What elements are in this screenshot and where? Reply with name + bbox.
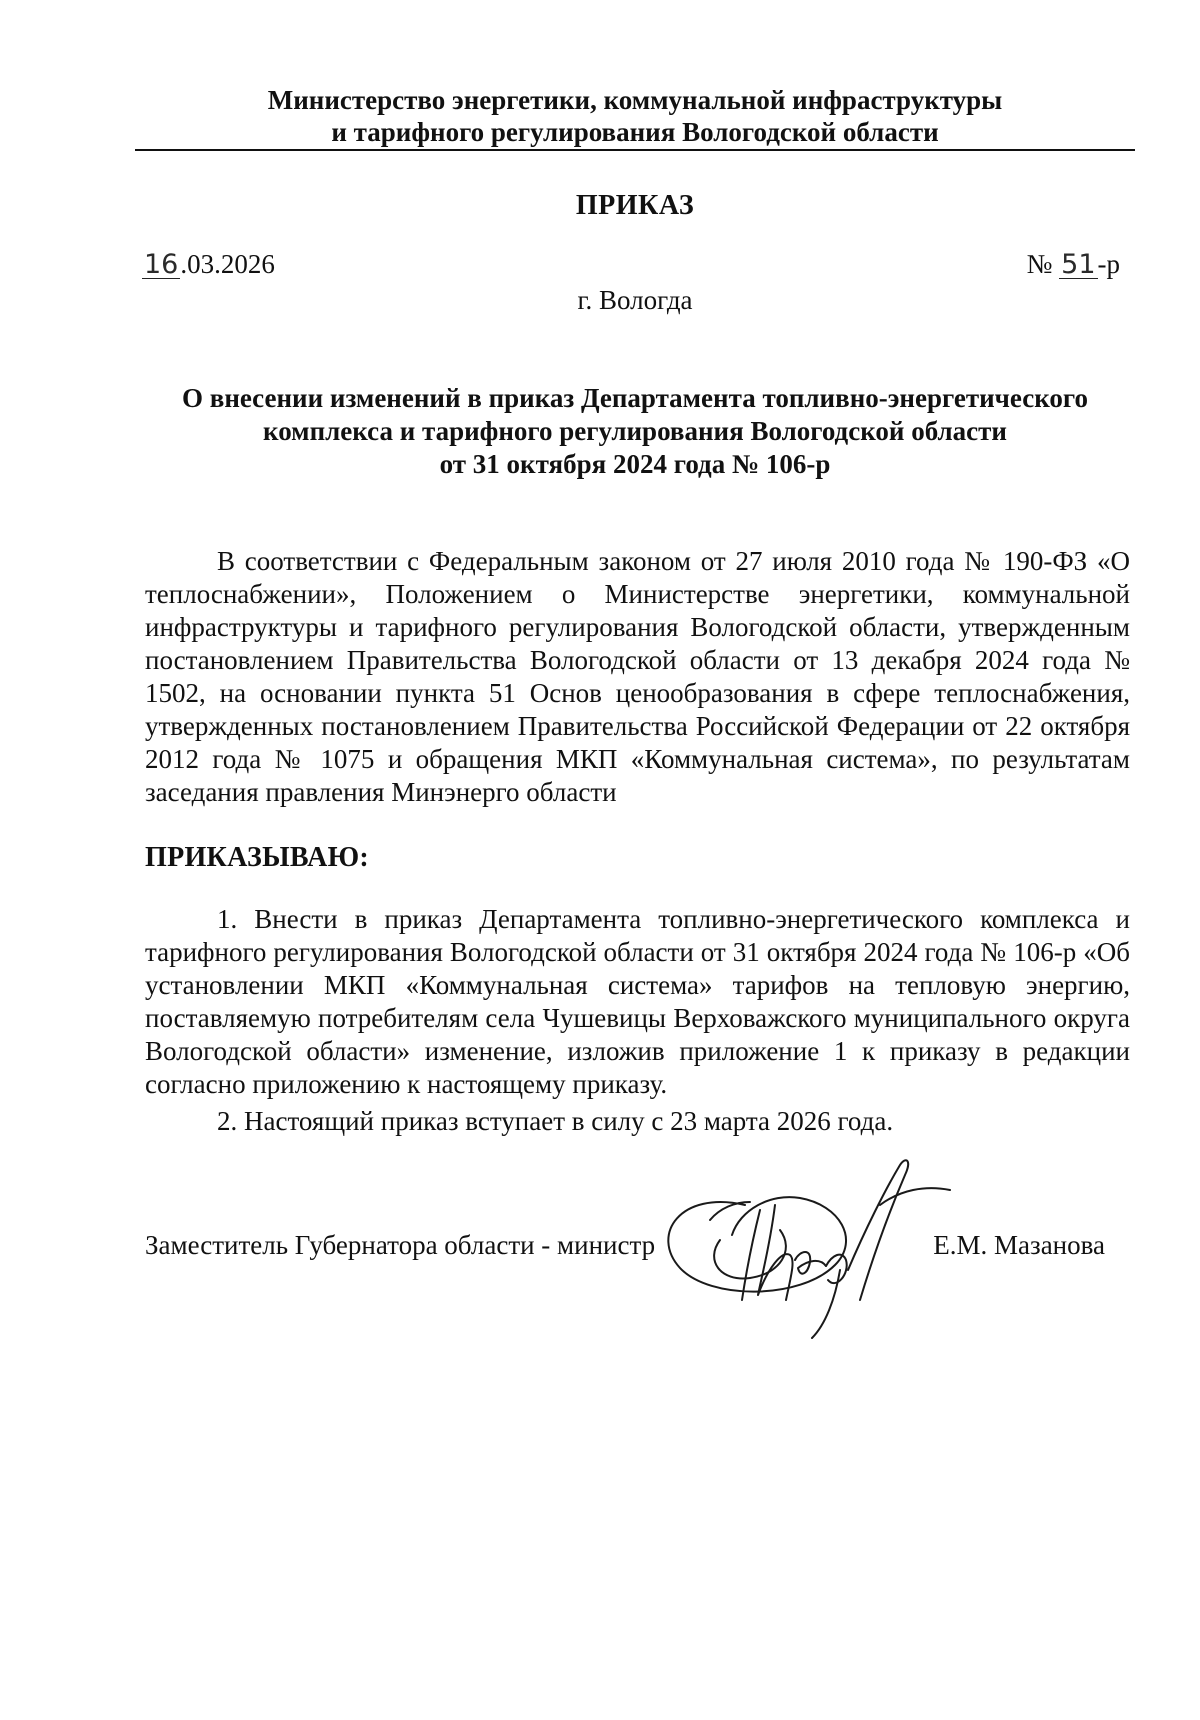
document-city: г. Вологда [577,285,693,315]
document-title [150,382,1120,481]
ministry-header [135,84,1135,148]
title-line-3: от 31 октября 2024 года № 106-р [439,449,831,479]
order-word: ПРИКАЗЫВАЮ: [145,842,370,873]
ministry-header-line-2: и тарифного регулирования Вологодской области [331,117,939,147]
signatory-name: Е.М. Мазанова [933,1230,1105,1260]
title-line-2: комплекса и тарифного регулирования Вологодской области [263,416,1007,446]
preamble-paragraph: В соответствии с Федеральным законом от 27 июля 2010 года № 190-ФЗ «О теплоснабжении», Положением о Министерстве энергетики, коммунальной инфраструктуры и тарифного регулирования Вологодской области, утвержденным постановлением Правительства Вологодской области от 13 декабря 2024 года № 1502, на основании пункта 51 Основ ценообразования в сфере теплоснабжения, утвержденных постановлением Правительства Российской Федерации от 22 октября 2012 года № 1075 и обращения МКП «Коммунальная система», по результатам заседания правления Минэнерго области [145,546,1130,807]
date-rest: .03.2026 [180,249,275,279]
ministry-header-line-1: Министерство энергетики, коммунальной инфраструктуры [267,85,1003,115]
date-day-handwritten: 16 [144,249,179,280]
order-item-2: 2. Настоящий приказ вступает в силу с 23 марта 2026 года. [217,1106,894,1136]
document-date [142,249,275,280]
number-handwritten: 51 [1061,249,1096,280]
signatory-position: Заместитель Губернатора области - министр [145,1230,656,1260]
number-suffix: -р [1097,249,1120,279]
document-number [1027,249,1120,280]
document-type: ПРИКАЗ [575,190,695,221]
number-prefix: № [1026,249,1053,279]
header-divider [135,149,1135,151]
order-item-1: 1. Внести в приказ Департамента топливно-энергетического комплекса и тарифного регулирования Вологодской области от 31 октября 2024 года № 106-р «Об установлении МКП «Коммунальная система» тарифов на тепловую энергию, поставляемую потребителям села Чушевицы Верховажского муниципального округа Вологодской области» изменение, изложив приложение 1 к приказу в редакции согласно приложению к настоящему приказу. [145,904,1130,1099]
handwritten-signature [650,1150,970,1340]
title-line-1: О внесении изменений в приказ Департамента топливно-энергетического [181,383,1088,413]
